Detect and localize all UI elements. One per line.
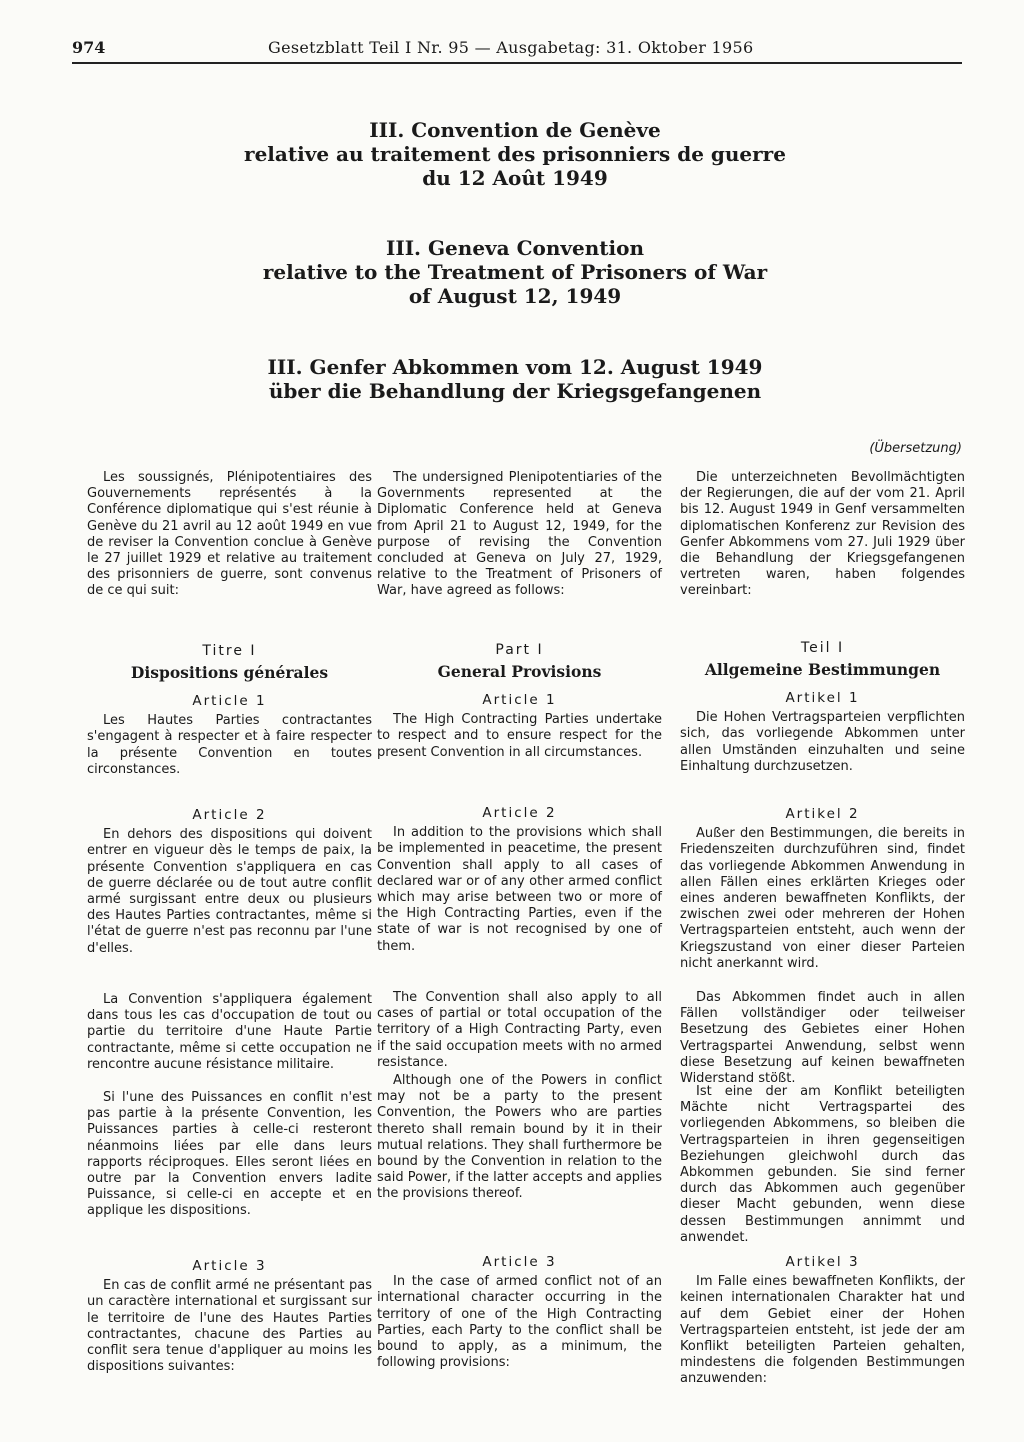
article-2-paragraph-1: Außer den Bestimmungen, die bereits in Friedenszeiten durchzuführen sind, findet das vorliegende Abkommen Anwendung in allen Fällen eines erklärten Krieges oder eines anderen bewaffneten Konflikts, der zwischen zwei oder mehreren der Hohen Vertragsparteien entsteht, auch wenn der Kriegszustand von einer dieser Parteien nicht anerkannt wird.: [680, 826, 965, 971]
article-2-paragraph-1: En dehors des dispositions qui doivent entrer en vigueur dès le temps de paix, la présente Convention s'appliquera en cas de guerre déclarée ou de tout autre conflit armé surgissant entre deux ou plusieurs des Hautes Parties contractantes, même si l'état de guerre n'est pas reconnu par l'une d'elles.: [87, 827, 372, 956]
article-1-text: Die Hohen Vertragsparteien verpflichten sich, das vorliegende Abkommen unter allen Umständen einzuhalten und seine Einhaltung durchzusetzen.: [680, 710, 965, 774]
preamble: Die unterzeichneten Bevollmächtigten der Regierungen, die auf der vom 21. April bis 12. August 1949 in Genf versammelten diplomatischen Konferenz zur Revision des Genfer Abkommens vom 27. Juli 1929 über die Behandlung der Kriegsgefangenen vertreten waren, haben folgendes vereinbart:: [680, 470, 965, 599]
english-title-line-1: III. Geneva Convention: [385, 236, 644, 260]
article-2-label: Article 2: [482, 805, 557, 821]
french-title-line-3: du 12 Août 1949: [422, 166, 608, 190]
french-title-line-1: III. Convention de Genève: [369, 118, 661, 142]
running-head: Gesetzblatt Teil I Nr. 95 — Ausgabetag: 31. Oktober 1956: [268, 38, 754, 57]
article-2-paragraph-2: Das Abkommen findet auch in allen Fällen vollständiger oder teilweiser Besetzung des Gebietes einer Hohen Vertragspartei Anwendung, selbst wenn diese Besetzung auf keinen bewaffneten Widerstand stößt.: [680, 990, 965, 1087]
article-2-paragraph-3: Although one of the Powers in conflict may not be a party to the present Convention, the Powers who are parties thereto shall remain bound by it in their mutual relations. They shall furthermore be bound by the Convention in relation to the said Power, if the latter accepts and applies the provisions thereof.: [377, 1073, 662, 1202]
article-3-text: In the case of armed conflict not of an international character occurring in the territory of one of the High Contracting Parties, each Party to the conflict shall be bound to apply, as a minimum, the following provisions:: [377, 1274, 662, 1371]
article-1-text: The High Contracting Parties undertake to respect and to ensure respect for the present Convention in all circumstances.: [377, 712, 662, 760]
english-column: [377, 470, 662, 1430]
part-title: General Provisions: [437, 662, 602, 682]
preamble: The undersigned Plenipotentiaries of the Governments represented at the Diplomatic Conference held at Geneva from April 21 to August 12, 1949, for the purpose of revising the Convention concluded at Geneva on July 27, 1929, relative to the Treatment of Prisoners of War, have agreed as follows:: [377, 470, 662, 599]
english-title-line-2: relative to the Treatment of Prisoners of War: [262, 260, 768, 284]
french-title: [150, 118, 880, 190]
article-1-label: Artikel 1: [785, 690, 860, 706]
article-2-paragraph-3: Ist eine der am Konflikt beteiligten Mächte nicht Vertragspartei des vorliegenden Abkommens, so bleiben die Vertragsparteien in ihren gegenseitigen Beziehungen gleichwohl durch das Abkommen gebunden. Sie sind ferner durch das Abkommen auch gegenüber dieser Macht gebunden, wenn diese dessen Bestimmungen annimmt und anwendet.: [680, 1084, 965, 1245]
german-column: [680, 470, 965, 1430]
translation-note: (Übersetzung): [869, 441, 962, 456]
german-title-line-1: III. Genfer Abkommen vom 12. August 1949: [267, 355, 763, 379]
part-label: Titre I: [202, 643, 257, 659]
article-2-label: Artikel 2: [785, 806, 860, 822]
english-title-line-3: of August 12, 1949: [408, 284, 622, 308]
article-3-label: Article 3: [482, 1254, 557, 1270]
french-column: [87, 470, 372, 1430]
article-3-text: Im Falle eines bewaffneten Konflikts, der keinen internationalen Charakter hat und auf dem Gebiet einer der Hohen Vertragsparteien entsteht, ist jede der am Konflikt beteiligten Parteien gehalten, mindestens die folgenden Bestimmungen anzuwenden:: [680, 1274, 965, 1387]
part-label: Part I: [495, 642, 544, 658]
article-2-paragraph-2: The Convention shall also apply to all cases of partial or total occupation of the territory of a High Contracting Party, even if the said occupation meets with no armed resistance.: [377, 990, 662, 1070]
part-title: Dispositions générales: [130, 663, 329, 683]
article-3-label: Article 3: [192, 1258, 267, 1274]
article-1-text: Les Hautes Parties contractantes s'engagent à respecter et à faire respecter la présente Convention en toutes circonstances.: [87, 713, 372, 777]
article-2-paragraph-3: Si l'une des Puissances en conflit n'est pas partie à la présente Convention, les Puissances parties à celle-ci resteront néanmoins liées par elle dans leurs rapports réciproques. Elles seront liées en outre par la Convention envers ladite Puissance, si celle-ci en accepte et en applique les dispositions.: [87, 1090, 372, 1219]
german-title-line-2: über die Behandlung der Kriegsgefangenen: [268, 379, 762, 403]
article-2-label: Article 2: [192, 807, 267, 823]
article-1-label: Article 1: [192, 693, 267, 709]
english-title: [150, 236, 880, 308]
part-title: Allgemeine Bestimmungen: [704, 660, 941, 680]
french-title-line-2: relative au traitement des prisonniers de guerre: [244, 142, 786, 166]
article-2-paragraph-1: In addition to the provisions which shall be implemented in peacetime, the present Convention shall apply to all cases of declared war or of any other armed conflict which may arise between two or more of the High Contracting Parties, even if the state of war is not recognised by one of them.: [377, 825, 662, 954]
page-number: 974: [72, 38, 106, 57]
article-3-label: Artikel 3: [785, 1254, 860, 1270]
article-3-text: En cas de conflit armé ne présentant pas un caractère international et surgissant sur le territoire de l'une des Hautes Parties contractantes, chacune des Parties au conflit sera tenue d'appliquer au moins les dispositions suivantes:: [87, 1278, 372, 1375]
preamble: Les soussignés, Plénipotentiaires des Gouvernements représentés à la Conférence diplomatique qui s'est réunie à Genève du 21 avril au 12 août 1949 en vue de reviser la Convention conclue à Genève le 27 juillet 1929 et relative au traitement des prisonniers de guerre, sont convenus de ce qui suit:: [87, 470, 372, 599]
article-1-label: Article 1: [482, 692, 557, 708]
german-title: [150, 355, 880, 403]
part-label: Teil I: [800, 640, 845, 656]
page-header: [72, 34, 962, 64]
article-2-paragraph-2: La Convention s'appliquera également dans tous les cas d'occupation de tout ou partie du territoire d'une Haute Partie contractante, même si cette occupation ne rencontre aucune résistance militaire.: [87, 992, 372, 1072]
